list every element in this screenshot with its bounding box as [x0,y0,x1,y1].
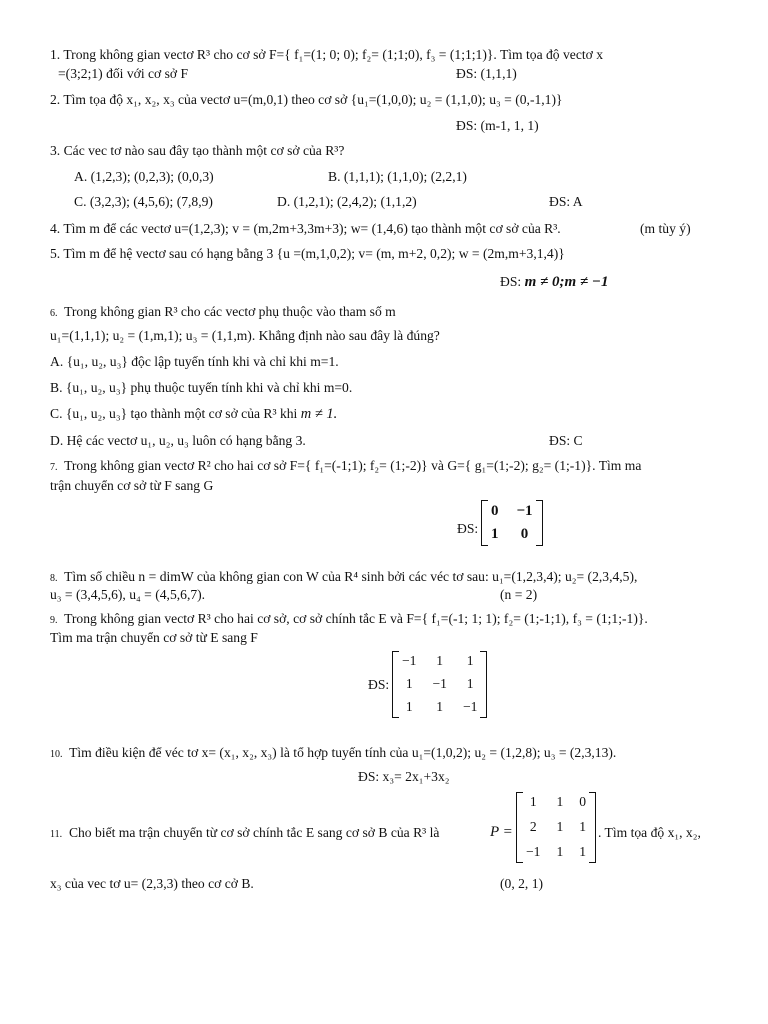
q8-line1 [50,569,637,586]
q10-line1 [50,745,616,762]
matrix-cell: 0 [491,503,499,519]
q10-text: Tìm điều kiện để véc tơ x= (x₁, x₂, x₃) là tổ hợp tuyến tính của u₁=(1,0,2); u₂ = (1,2,8); u₃ = (2,3,13). [69,745,617,760]
right-bracket [589,792,596,863]
q7-answer-prefix: ĐS: [457,521,479,536]
matrix-cell: 1 [491,525,499,542]
q5-answer [500,273,608,292]
q8-number: 8. [50,573,58,584]
q9-text: Trong không gian vectơ R³ cho hai cơ sở, cơ sở chính tắc E và F={ f₁=(-1; 1; 1); f₂= (1;-1;1), f₃ = (1;1;-1)}. [64,611,648,626]
q8-text: Tìm số chiều n = dimW của không gian con W của R⁴ sinh bởi các véc tơ sau: u₁=(1,2,3,4); u₂= (2,3,4,5), [64,569,638,584]
matrix-cell: 1 [436,653,444,668]
q5-answer-math: m ≠ 0;m ≠ −1 [524,274,609,290]
q8-answer: (n = 2) [500,587,538,602]
q3-option-a: A. (1,2,3); (0,2,3); (0,0,3) [74,169,214,184]
matrix-cell: 1 [405,698,413,714]
q1-line1: 1. Trong không gian vectơ R³ cho cơ sở F={ f₁=(1; 0; 0); f₂= (1;1;0), f₃ = (1;1;1)}. Tìm tọa độ vectơ x [50,47,604,62]
q11-line1-end: . Tìm tọa độ x₁, x₂, [598,825,701,840]
q7-line1 [50,458,641,475]
matrix-cell: −1 [462,698,478,714]
q6-option-c-text: C. {u₁, u₂, u₃} tạo thành một cơ sở của R³ khi [50,406,298,421]
right-bracket [536,500,543,546]
q11-answer: (0, 2, 1) [500,876,544,891]
q9-line2: Tìm ma trận chuyển cơ sở từ E sang F [50,630,258,645]
matrix-cell: 1 [466,653,474,668]
matrix-cell: 1 [579,818,587,834]
q7-line2: trận chuyển cơ sở từ F sang G [50,478,214,493]
q6-option-d: D. Hệ các vectơ u₁, u₂, u₃ luôn có hạng bằng 3. [50,433,306,448]
q7-text: Trong không gian vectơ R² cho hai cơ sở F={ f₁=(-1;1); f₂= (1;-2)} và G={ g₁=(1;-2); g₂= (1;-1)}. Tìm ma [64,458,642,473]
q11-text: Cho biết ma trận chuyển từ cơ sở chính tắc E sang cơ sở B của R³ là [68,825,440,840]
q6-line2: u₁=(1,1,1); u₂ = (1,m,1); u₃ = (1,1,m). Khẳng định nào sau đây là đúng? [50,328,440,343]
q9-answer-matrix [392,651,487,718]
q11-line2: x₃ của vec tơ u= (2,3,3) theo cơ cở B. [50,876,254,891]
matrix-cell: 1 [556,794,564,809]
matrix-cell: 1 [436,698,444,714]
q3-option-c: C. (3,2,3); (4,5,6); (7,8,9) [74,194,213,209]
q5-line1: 5. Tìm m để hệ vectơ sau có hạng bằng 3 {u =(m,1,0,2); v= (m, m+2, 0,2); w = (2m,m+3,1,4)} [50,246,565,261]
matrix-cell: −1 [516,503,533,519]
q8-line2: u₃ = (3,4,5,6), u₄ = (4,5,6,7). [50,587,206,602]
q4-line1: 4. Tìm m để các vectơ u=(1,2,3); v = (m,2m+3,3m+3); w= (1,4,6) tạo thành một cơ sở của R³. [50,221,561,236]
q6-text: Trong không gian R³ cho các vectơ phụ thuộc vào tham số m [64,304,396,319]
q11-matrix-p [516,792,596,863]
left-bracket [516,792,523,863]
matrix-cell: 1 [556,843,564,859]
q6-number: 6. [50,308,58,319]
q3-answer: ĐS: A [549,194,583,209]
matrix-cell: 1 [466,675,474,691]
q3-option-d: D. (1,2,1); (2,4,2); (1,1,2) [277,194,417,209]
q2-line1: 2. Tìm tọa độ x₁, x₂, x₃ của vectơ u=(m,0,1) theo cơ sở {u₁=(1,0,0); u₂ = (1,1,0); u₃ = (0,-1,1)} [50,92,563,107]
q1-line2: =(3;2;1) đối với cơ sở F [58,66,189,81]
right-bracket [480,651,487,718]
q9-line1 [50,611,648,628]
matrix-cell: 2 [529,818,537,834]
q3-question: 3. Các vec tơ nào sau đây tạo thành một cơ sở của R³? [50,143,345,158]
matrix-cell: −1 [402,653,417,668]
matrix-cell: 1 [529,794,537,809]
matrix-cell: 1 [405,675,413,691]
q6-option-a: A. {u₁, u₂, u₃} độc lập tuyến tính khi và chỉ khi m=1. [50,354,339,369]
matrix-cell: −1 [432,675,447,691]
q11-p-label: P = [490,824,513,840]
q6-option-c-math: m ≠ 1. [300,406,338,422]
matrix-cell: 0 [579,794,587,809]
q5-answer-prefix: ĐS: [500,274,522,289]
q6-option-c [50,405,337,423]
matrix-cell: −1 [526,843,541,859]
q7-number: 7. [50,462,58,473]
q7-answer-matrix [481,500,543,546]
q1-answer: ĐS: (1,1,1) [456,66,517,81]
q11-line1 [50,825,439,842]
q2-answer: ĐS: (m-1, 1, 1) [456,118,539,133]
matrix-cell: 1 [579,843,587,859]
q9-number: 9. [50,615,58,626]
left-bracket [392,651,399,718]
matrix-cell: 0 [520,525,529,542]
q6-line1 [50,304,396,321]
q10-number: 10. [50,749,63,760]
q11-number: 11. [50,829,63,840]
q10-answer: ĐS: x₃= 2x₁+3x₂ [358,769,450,784]
q6-option-b: B. {u₁, u₂, u₃} phụ thuộc tuyến tính khi và chỉ khi m=0. [50,380,353,395]
matrix-cell: 1 [556,818,564,834]
q6-answer: ĐS: C [549,433,583,448]
q4-answer: (m tùy ý) [640,221,691,236]
q3-option-b: B. (1,1,1); (1,1,0); (2,2,1) [328,169,467,184]
q9-answer-prefix: ĐS: [368,677,390,692]
left-bracket [481,500,488,546]
